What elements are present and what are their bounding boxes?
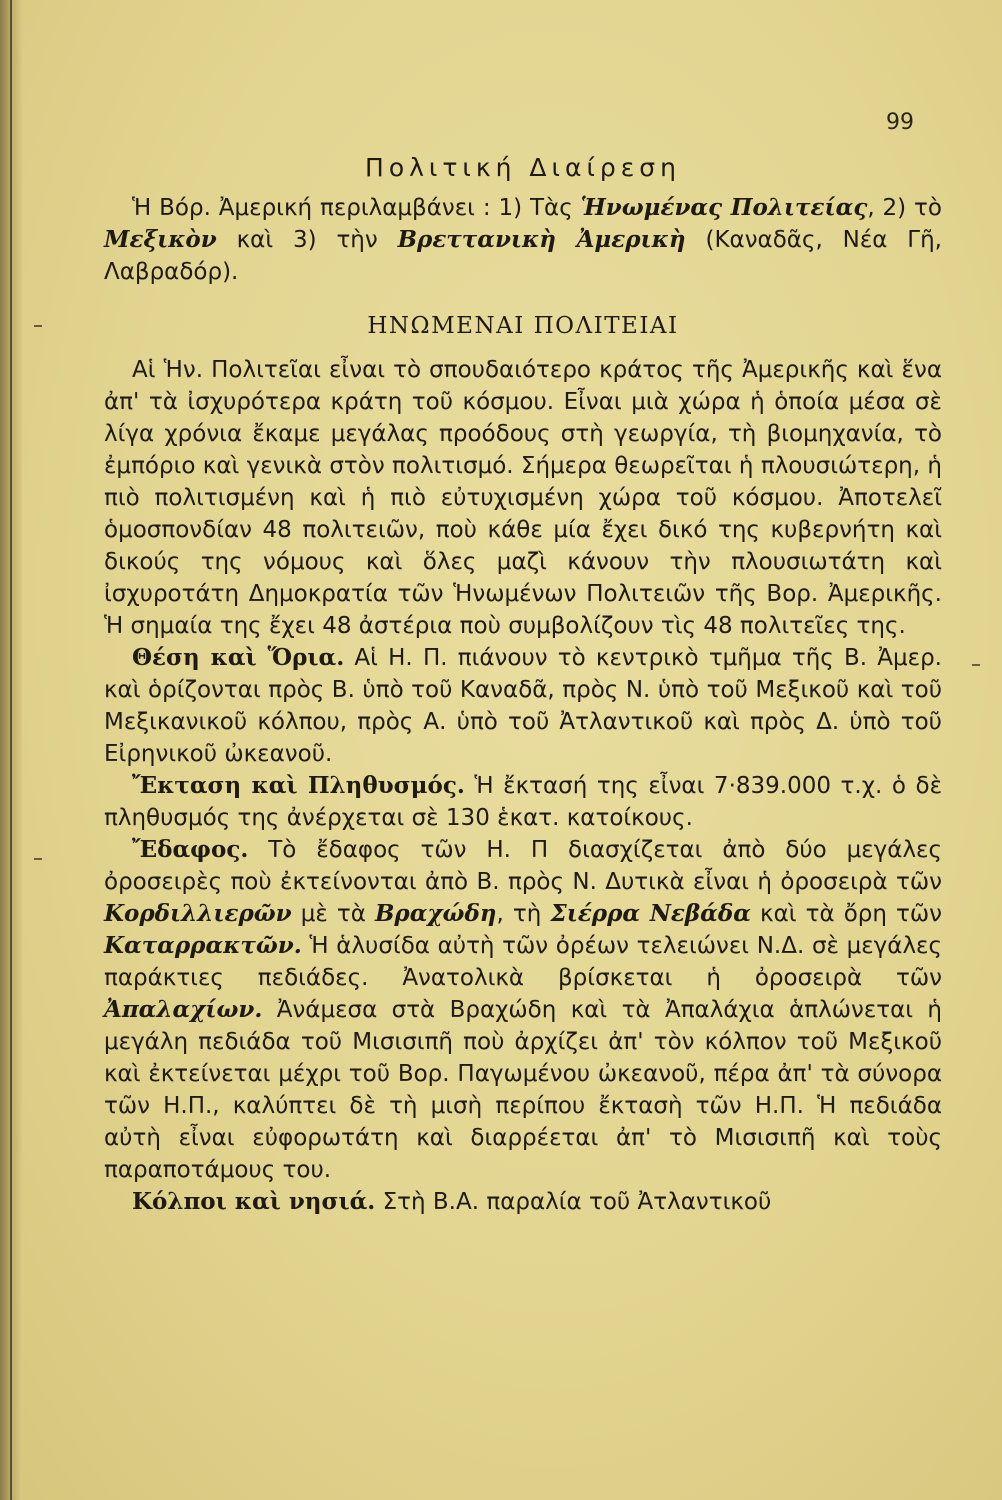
position-borders-text: Αἱ Η. Π. πιάνουν τὸ κεντρικὸ τμῆμα τῆς Β. Ἀμερ. καὶ ὁρίζονται πρὸς Β. ὑπὸ τοῦ Καναδᾶ, πρὸς Ν. ὑπὸ τοῦ Μεξικοῦ καὶ τοῦ Μεξικανικοῦ κόλπου, πρὸς Α. ὑπὸ τοῦ Ἀτλαντικοῦ καὶ πρὸς Δ. ὑπὸ τοῦ Εἰρηνικοῦ ὠκεανοῦ. (104, 645, 942, 767)
terrain-text-5: Ἡ ἁλυσίδα αὐτὴ τῶν ὀρέων τελειώνει Ν.Δ. σὲ μεγάλες παράκτιες πεδιάδες. Ἀνατολικὰ βρίσκεται ἡ ὀροσειρὰ τῶν (104, 933, 942, 991)
terrain-text-4: καὶ τὰ ὄρη τῶν (750, 901, 942, 927)
intro-emphasis-united-states: Ἡνωμένας Πολιτείας (580, 194, 868, 221)
paragraph-position-borders (104, 642, 942, 770)
spine-edge-line (10, 0, 12, 1500)
margin-mark (34, 325, 42, 327)
chapter-title: Πολιτική Διαίρεση (365, 153, 681, 182)
terrain-emphasis-rockies: Βραχώδη (374, 900, 497, 927)
subheading-gulfs-islands: Κόλποι καὶ νησιά. (132, 1188, 376, 1215)
subheading-terrain: Ἔδαφος. (132, 836, 249, 863)
intro-text-2: , 2) τὸ (867, 195, 942, 221)
area-population-text: Ἡ ἔκτασή της εἶναι 7·839.000 τ.χ. ὁ δὲ πληθυσμός της ἀνέρχεται σὲ 130 ἑκατ. κατοίκους. (104, 773, 943, 831)
intro-text-4: (Καναδᾶς, Νέα Γῆ, Λαβραδόρ). (104, 227, 942, 285)
intro-text-1: Ἡ Βόρ. Ἀμερική περιλαμβάνει : 1) Τὰς (132, 195, 581, 221)
terrain-text-6: Ἀνάμεσα στὰ Βραχώδη καὶ τὰ Ἀπαλάχια ἁπλώνεται ἡ μεγάλη πεδιάδα τοῦ Μισισιπῆ ποὺ ἀρχίζει ἀπ' τὸν κόλπον τοῦ Μεξικοῦ καὶ ἐκτείνεται μέχρι τοῦ Βορ. Παγωμένου ὠκεανοῦ, πέρα ἀπ' τὰ σύνορα τῶν Η.Π., καλύπτει δὲ τὴ μισὴ περίπου ἔκτασὴ τῶν Η.Π. Ἡ πεδιάδα αὐτὴ εἶναι εὐφορωτάτη καὶ διαρρέεται ἀπ' τὸ Μισισιπῆ καὶ τοὺς παραποτάμους του. (104, 997, 942, 1183)
page-number: 99 (886, 110, 914, 135)
terrain-emphasis-cascades: Καταρρακτῶν. (104, 932, 302, 959)
margin-mark (972, 664, 980, 666)
terrain-text-1: Τὸ ἔδαφος τῶν Η. Π διασχίζεται ἀπὸ δύο μεγάλες ὀροσειρὲς ποὺ ἐκτείνονται ἀπὸ Β. πρὸς Ν. Δυτικὰ εἶναι ἡ ὀροσειρὰ τῶν (104, 837, 942, 895)
intro-emphasis-mexico: Μεξικὸν (104, 226, 217, 253)
paragraph-terrain (104, 834, 942, 1186)
terrain-text-2: μὲ τὰ (291, 901, 375, 927)
terrain-emphasis-appalachians: Ἀπαλαχίων. (104, 996, 263, 1023)
margin-mark (34, 858, 42, 860)
paragraph-overview: Αἱ Ἡν. Πολιτεῖαι εἶναι τὸ σπουδαιότερο κράτος τῆς Ἀμερικῆς καὶ ἕνα ἀπ' τὰ ἰσχυρότερα κράτη τοῦ κόσμου. Εἶναι μιὰ χώρα ἡ ὁποία μέσα σὲ λίγα χρόνια ἔκαμε μεγάλας προόδους στὴ γεωργία, τὴ βιομηχανία, τὸ ἐμπόριο καὶ γενικὰ στὸν πολιτισμό. Σήμερα θεωρεῖται ἡ πλουσιώτερη, ἡ πιὸ πολιτισμένη καὶ ἡ πιὸ εὐτυχισμένη χώρα τοῦ κόσμου. Ἀποτελεῖ ὁμοσπονδίαν 48 πολιτειῶν, ποὺ κάθε μία ἔχει δικό της κυβερνήτη καὶ δικούς της νόμους καὶ ὅλες μαζὶ κάνουν τὴν πλουσιωτάτη καὶ ἰσχυροτάτη Δημοκρατία τῶν Ἡνωμένων Πολιτειῶν τῆς Βορ. Ἀμερικῆς. Ἡ σημαία της ἔχει 48 ἀστέρια ποὺ συμβολίζουν τὶς 48 πολιτεῖες της. (104, 357, 942, 639)
intro-paragraph (104, 192, 942, 288)
terrain-text-3: , τὴ (496, 901, 551, 927)
intro-emphasis-british-america: Βρεττανικὴ Ἀμερικὴ (397, 226, 686, 253)
subheading-position-borders: Θέση καὶ Ὅρια. (132, 644, 345, 671)
page-text (104, 100, 942, 1218)
paragraph-area-population (104, 770, 942, 834)
gulfs-islands-text: Στὴ Β.Α. παραλία τοῦ Ἀτλαντικοῦ (375, 1189, 772, 1215)
subheading-area-population: Ἔκταση καὶ Πληθυσμός. (132, 772, 465, 799)
paragraph-gulfs-islands (104, 1186, 942, 1218)
section-title: ΗΝΩΜΕΝΑΙ ΠΟΛΙΤΕΙΑΙ (367, 313, 679, 339)
terrain-emphasis-cordilleras: Κορδιλλιερῶν (104, 900, 292, 927)
intro-text-3: καὶ 3) τὴν (216, 227, 398, 253)
terrain-emphasis-sierra-nevada: Σιέρρα Νεβάδα (550, 900, 751, 927)
